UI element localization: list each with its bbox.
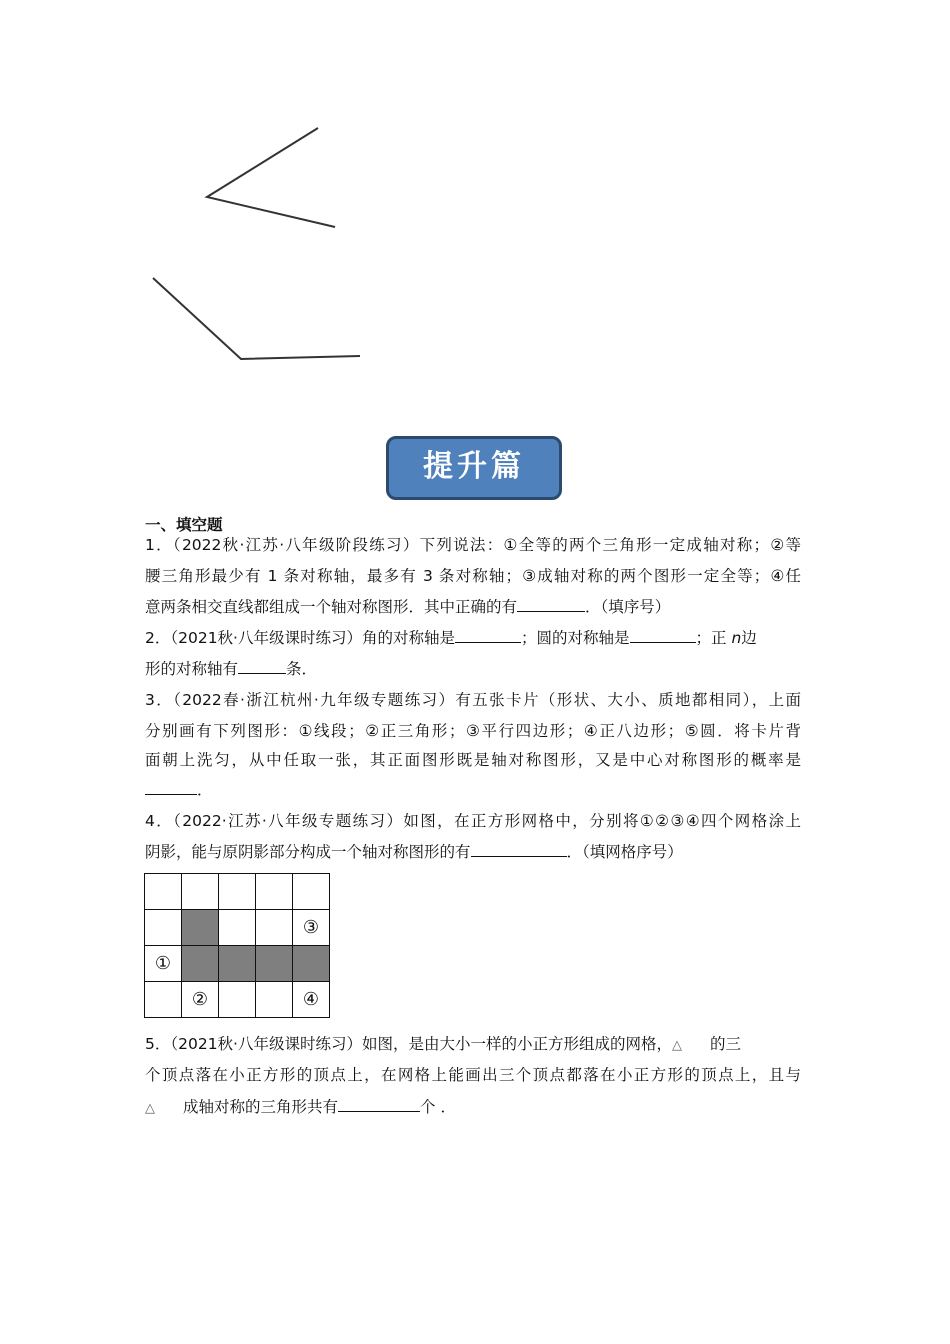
grid-cell-shaded	[293, 946, 330, 982]
grid-cell	[219, 874, 256, 910]
q5-line3	[145, 1097, 456, 1119]
grid-cell	[182, 874, 219, 910]
q1-line2: 腰三角形最少有 1 条对称轴，最多有 3 条对称轴；③成轴对称的两个图形一定全等；④任	[145, 567, 801, 585]
triangle-symbol: △	[672, 1038, 682, 1053]
q4-line2	[145, 842, 683, 862]
angle-figure-1	[207, 128, 335, 227]
answer-blank	[238, 659, 286, 674]
q5-line2: 个顶点落在小正方形的顶点上，在网格上能画出三个顶点都落在小正方形的顶点上，且与	[145, 1066, 801, 1084]
section-heading: 一、填空题	[145, 516, 223, 534]
grid-cell	[145, 982, 182, 1018]
text: 边	[741, 629, 757, 647]
q5-line1	[145, 1034, 741, 1056]
q1-line3	[145, 597, 670, 617]
answer-blank	[471, 842, 567, 857]
text: 成轴对称的三角形共有	[183, 1098, 339, 1116]
grid-cell-4: ④	[293, 982, 330, 1018]
answer-blank	[517, 597, 585, 612]
triangle-symbol: △	[145, 1101, 155, 1116]
grid-cell-shaded	[256, 946, 293, 982]
angle-figures	[0, 0, 950, 420]
q3-line4	[145, 780, 213, 800]
grid-cell-shaded	[219, 946, 256, 982]
text: 形的对称轴有	[145, 660, 239, 678]
answer-blank	[145, 780, 197, 795]
angle-figure-2	[153, 278, 360, 359]
text: 条．	[286, 660, 318, 678]
grid-cell	[256, 874, 293, 910]
q4-line1: 4．（2022·江苏·八年级专题练习）如图，在正方形网格中，分别将①②③④四个网格涂上	[145, 812, 801, 830]
q3-line2: 分别画有下列图形：①线段；②正三角形；③平行四边形；④正八边形；⑤圆．将卡片背	[145, 722, 801, 740]
text: ．	[197, 781, 213, 799]
q2-line1	[145, 628, 757, 648]
answer-blank	[455, 628, 521, 643]
grid-cell-2: ②	[182, 982, 219, 1018]
grid-cell-3: ③	[293, 910, 330, 946]
grid-cell-shaded	[182, 946, 219, 982]
grid-cell	[256, 982, 293, 1018]
q1-line1: 1．（2022秋·江苏·八年级阶段练习）下列说法：①全等的两个三角形一定成轴对称；②等	[145, 536, 801, 554]
text: 意两条相交直线都组成一个轴对称图形．其中正确的有	[145, 598, 518, 616]
text: ；正	[695, 629, 727, 647]
text: ．（填网格序号）	[566, 843, 683, 861]
answer-blank	[338, 1097, 420, 1112]
text: 2．（2021秋·八年级课时练习）角的对称轴是	[145, 629, 455, 647]
answer-blank	[630, 628, 696, 643]
grid-cell	[145, 910, 182, 946]
text: 个 ．	[420, 1098, 456, 1116]
q2-line2	[145, 659, 317, 679]
grid-cell-shaded	[182, 910, 219, 946]
grid-cell	[219, 982, 256, 1018]
text: 阴影，能与原阴影部分构成一个轴对称图形的有	[145, 843, 471, 861]
grid-cell	[219, 910, 256, 946]
grid-cell	[145, 874, 182, 910]
section-banner: 提升篇	[386, 436, 562, 500]
text: ．（填序号）	[585, 598, 671, 616]
text: 的三	[710, 1035, 742, 1053]
square-grid-figure	[144, 873, 330, 1018]
grid-cell-1: ①	[145, 946, 182, 982]
q3-line3: 面朝上洗匀，从中任取一张，其正面图形既是轴对称图形，又是中心对称图形的概率是	[145, 751, 801, 769]
text: ；圆的对称轴是	[521, 629, 630, 647]
q3-line1: 3．（2022春·浙江杭州·九年级专题练习）有五张卡片（形状、大小、质地都相同），上面	[145, 691, 801, 709]
grid-cell	[256, 910, 293, 946]
grid-cell	[293, 874, 330, 910]
text: 5．（2021秋·八年级课时练习）如图，是由大小一样的小正方形组成的网格，	[145, 1035, 672, 1053]
variable-n: n	[731, 629, 742, 647]
